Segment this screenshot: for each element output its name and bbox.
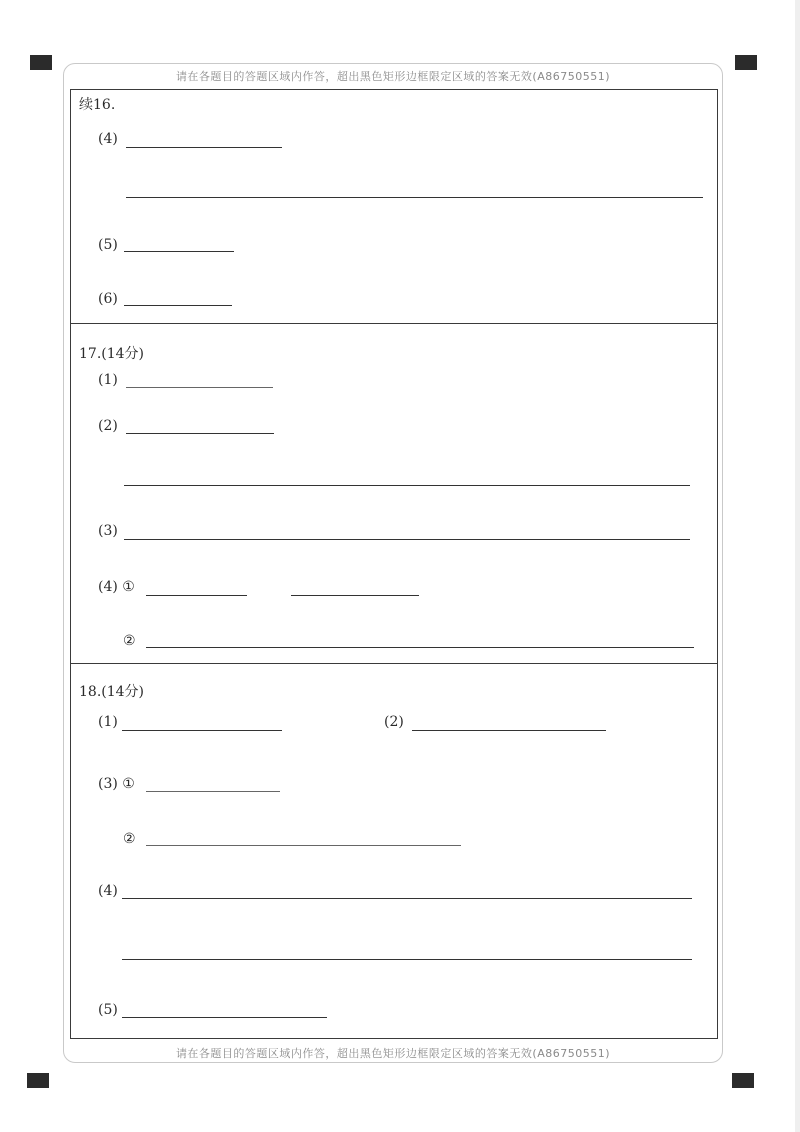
q17-part2-label: (2) bbox=[98, 418, 118, 434]
q17-part4-label: (4) ① bbox=[98, 579, 135, 595]
answer-box bbox=[70, 89, 718, 1039]
section-16-header: 续16. bbox=[79, 97, 116, 113]
q18-part5-answer-line[interactable] bbox=[122, 1017, 327, 1018]
q16-part4-answer-line[interactable] bbox=[126, 147, 282, 148]
q18-part3-sub2-answer-line[interactable] bbox=[146, 845, 461, 846]
section-18-header: 18.(14分) bbox=[79, 684, 145, 700]
q17-part4-answer-line-2[interactable] bbox=[291, 595, 419, 596]
q18-part3-label: (3) ① bbox=[98, 776, 135, 792]
top-notice: 请在各题目的答题区域内作答，超出黑色矩形边框限定区域的答案无效(A86750551) bbox=[175, 70, 611, 83]
q16-part5-label: (5) bbox=[98, 237, 118, 253]
q16-part4-label: (4) bbox=[98, 131, 118, 147]
alignment-marker-top-left bbox=[30, 55, 52, 70]
alignment-marker-bottom-right bbox=[732, 1073, 754, 1088]
scan-edge bbox=[795, 0, 800, 1132]
q17-part1-label: (1) bbox=[98, 372, 118, 388]
q18-part1-answer-line[interactable] bbox=[122, 730, 282, 731]
bottom-notice: 请在各题目的答题区域内作答，超出黑色矩形边框限定区域的答案无效(A86750551) bbox=[175, 1047, 611, 1060]
q16-part4-answer-line-2[interactable] bbox=[126, 197, 703, 198]
q18-part1-label: (1) bbox=[98, 714, 118, 730]
q17-part4-sub2-label: ② bbox=[123, 633, 136, 649]
q18-part4-answer-line[interactable] bbox=[122, 898, 692, 899]
q17-part4-answer-line-1[interactable] bbox=[146, 595, 247, 596]
q17-part2-answer-line[interactable] bbox=[126, 433, 274, 434]
q18-part2-label: (2) bbox=[384, 714, 404, 730]
q16-part6-label: (6) bbox=[98, 291, 118, 307]
q17-part4-sub2-answer-line[interactable] bbox=[146, 647, 694, 648]
q18-part4-label: (4) bbox=[98, 883, 118, 899]
q18-part4-answer-line-2[interactable] bbox=[122, 959, 692, 960]
section-divider-18 bbox=[70, 663, 718, 664]
q17-part3-answer-line[interactable] bbox=[124, 539, 690, 540]
q17-part3-label: (3) bbox=[98, 523, 118, 539]
q18-part3-sub2-label: ② bbox=[123, 831, 136, 847]
section-divider-17 bbox=[70, 323, 718, 324]
q18-part3-answer-line-1[interactable] bbox=[146, 791, 280, 792]
q18-part2-answer-line[interactable] bbox=[412, 730, 606, 731]
q16-part6-answer-line[interactable] bbox=[124, 305, 232, 306]
alignment-marker-top-right bbox=[735, 55, 757, 70]
alignment-marker-bottom-left bbox=[27, 1073, 49, 1088]
section-17-header: 17.(14分) bbox=[79, 346, 145, 362]
q16-part5-answer-line[interactable] bbox=[124, 251, 234, 252]
q18-part5-label: (5) bbox=[98, 1002, 118, 1018]
q17-part2-answer-line-2[interactable] bbox=[124, 485, 690, 486]
q17-part1-answer-line[interactable] bbox=[126, 387, 273, 388]
